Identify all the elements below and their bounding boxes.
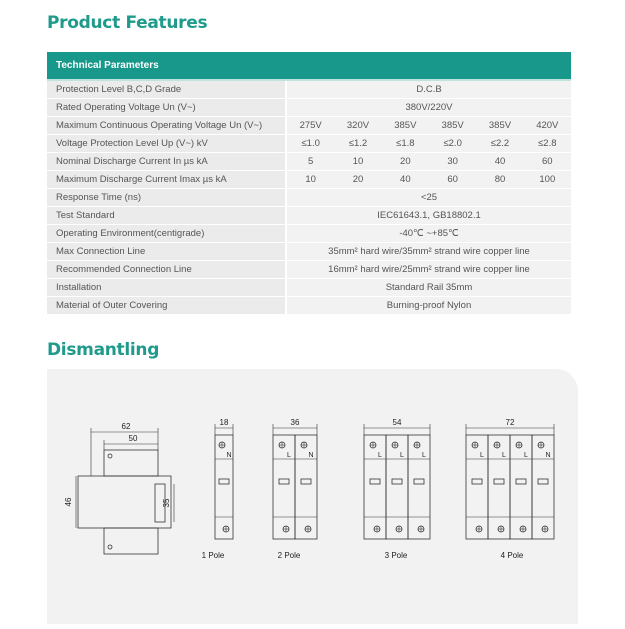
module-body (215, 435, 233, 539)
module-body (364, 435, 386, 539)
row-value-cell: 385V (441, 120, 464, 131)
table-row (47, 189, 571, 207)
row-value-cell: 60 (447, 174, 458, 185)
status-window (538, 479, 548, 484)
dimension-label: 46 (64, 497, 73, 507)
row-value-cell: ≤2.8 (538, 138, 557, 149)
table-row (47, 153, 571, 171)
row-label: Protection Level B,C,D Grade (47, 81, 285, 98)
dimension-label: 72 (505, 418, 515, 427)
technical-parameters-table (47, 52, 571, 315)
side-bottom-cover (104, 528, 158, 554)
row-label: Test Standard (47, 207, 285, 224)
table-row (47, 117, 571, 135)
status-window (219, 479, 229, 484)
row-value-cell: ≤2.0 (443, 138, 462, 149)
terminal-label: L (400, 452, 404, 459)
module-body (273, 435, 295, 539)
module-body (408, 435, 430, 539)
module-body (386, 435, 408, 539)
terminal-label: L (502, 452, 506, 459)
row-values (287, 135, 571, 152)
row-value-cell: 40 (400, 174, 411, 185)
row-value-cell: 10 (305, 174, 316, 185)
table-row (47, 279, 571, 297)
row-values (287, 153, 571, 170)
row-values (287, 117, 571, 134)
module-body (488, 435, 510, 539)
terminal-label: L (287, 452, 291, 459)
terminal-label: N (545, 452, 551, 459)
row-label: Installation (47, 279, 285, 296)
row-value-cell: ≤1.0 (301, 138, 320, 149)
table-row (47, 81, 571, 99)
module-body (295, 435, 317, 539)
status-window (279, 479, 289, 484)
row-value-cell: 385V (488, 120, 512, 131)
dimension-label: 35 (162, 498, 171, 508)
row-label: Response Time (ns) (47, 189, 285, 206)
row-value-cell: 40 (494, 156, 506, 167)
row-label: Material of Outer Covering (47, 297, 285, 314)
row-value-cell: 20 (352, 174, 364, 185)
row-values (287, 171, 571, 188)
dimension-drawing (47, 369, 578, 624)
pole-label: 2 Pole (277, 551, 301, 560)
row-value: Burning-proof Nylon (287, 297, 571, 314)
row-value: Standard Rail 35mm (287, 279, 571, 296)
row-label: Operating Environment(centigrade) (47, 225, 285, 242)
status-window (392, 479, 402, 484)
row-value-cell: 320V (346, 120, 370, 131)
table-header: Technical Parameters (47, 52, 571, 81)
row-value-cell: ≤2.2 (490, 138, 510, 149)
module-body (466, 435, 488, 539)
status-window (414, 479, 424, 484)
dimension-label: 54 (392, 418, 402, 427)
table-row (47, 171, 571, 189)
row-value-cell: 385V (394, 120, 417, 131)
module-body (510, 435, 532, 539)
row-label: Voltage Protection Level Up (V~) kV (47, 135, 285, 152)
terminal-label: L (378, 452, 382, 459)
table-row (47, 135, 571, 153)
row-value-cell: 5 (308, 156, 314, 167)
table-row (47, 99, 571, 117)
pole-view (364, 418, 430, 560)
table-row (47, 261, 571, 279)
pole-views (202, 418, 554, 560)
row-value-cell: ≤1.8 (396, 138, 415, 149)
side-view-drawing (64, 422, 174, 554)
row-label: Maximum Continuous Operating Voltage Un (V~) (47, 117, 285, 134)
pole-label: 4 Pole (500, 551, 524, 560)
table-row (47, 243, 571, 261)
side-top-cover (104, 450, 158, 476)
dimension-label: 36 (290, 418, 300, 427)
pole-label: 1 Pole (201, 551, 225, 560)
dimension-label: 62 (121, 422, 131, 431)
side-screw-hole (108, 545, 112, 549)
row-value: 16mm² hard wire/25mm² strand wire copper line (287, 261, 571, 278)
row-value-cell: 20 (400, 156, 411, 167)
status-window (370, 479, 380, 484)
row-value: <25 (287, 189, 571, 206)
row-value: D.C.B (287, 81, 571, 98)
terminal-label: L (480, 452, 484, 459)
pole-view (202, 418, 233, 560)
row-value-cell: ≤1.2 (348, 138, 368, 149)
row-value-cell: 10 (352, 156, 364, 167)
section-title-product-features: Product Features (47, 13, 208, 33)
row-value-cell: 275V (299, 120, 322, 131)
row-value-cell: 100 (539, 174, 556, 185)
pole-view (273, 418, 317, 560)
pole-view (466, 418, 554, 560)
dimension-label: 50 (128, 434, 138, 443)
row-value: IEC61643.1, GB18802.1 (287, 207, 571, 224)
status-window (494, 479, 504, 484)
status-window (301, 479, 311, 484)
terminal-label: N (308, 452, 314, 459)
side-screw-hole (108, 454, 112, 458)
dimension-label: 18 (219, 418, 229, 427)
row-label: Maximum Discharge Current Imax µs kA (47, 171, 285, 188)
row-label: Recommended Connection Line (47, 261, 285, 278)
row-label: Rated Operating Voltage Un (V~) (47, 99, 285, 116)
table-row (47, 207, 571, 225)
row-value-cell: 60 (542, 156, 553, 167)
table-row (47, 225, 571, 243)
table-body (47, 81, 571, 315)
dismantling-panel (47, 369, 578, 624)
row-label: Max Connection Line (47, 243, 285, 260)
module-body (532, 435, 554, 539)
row-value-cell: 30 (447, 156, 458, 167)
section-title-dismantling: Dismantling (47, 340, 160, 360)
terminal-label: N (226, 452, 232, 459)
terminal-label: L (524, 452, 528, 459)
status-window (472, 479, 482, 484)
row-value: 35mm² hard wire/35mm² strand wire copper line (287, 243, 571, 260)
row-value-cell: 420V (536, 120, 559, 131)
row-value: -40℃ ~+85℃ (287, 225, 571, 242)
row-label: Nominal Discharge Current In µs kA (47, 153, 285, 170)
terminal-label: L (422, 452, 426, 459)
table-row (47, 297, 571, 315)
row-value: 380V/220V (287, 99, 571, 116)
pole-label: 3 Pole (384, 551, 408, 560)
row-value-cell: 80 (494, 174, 506, 185)
status-window (516, 479, 526, 484)
